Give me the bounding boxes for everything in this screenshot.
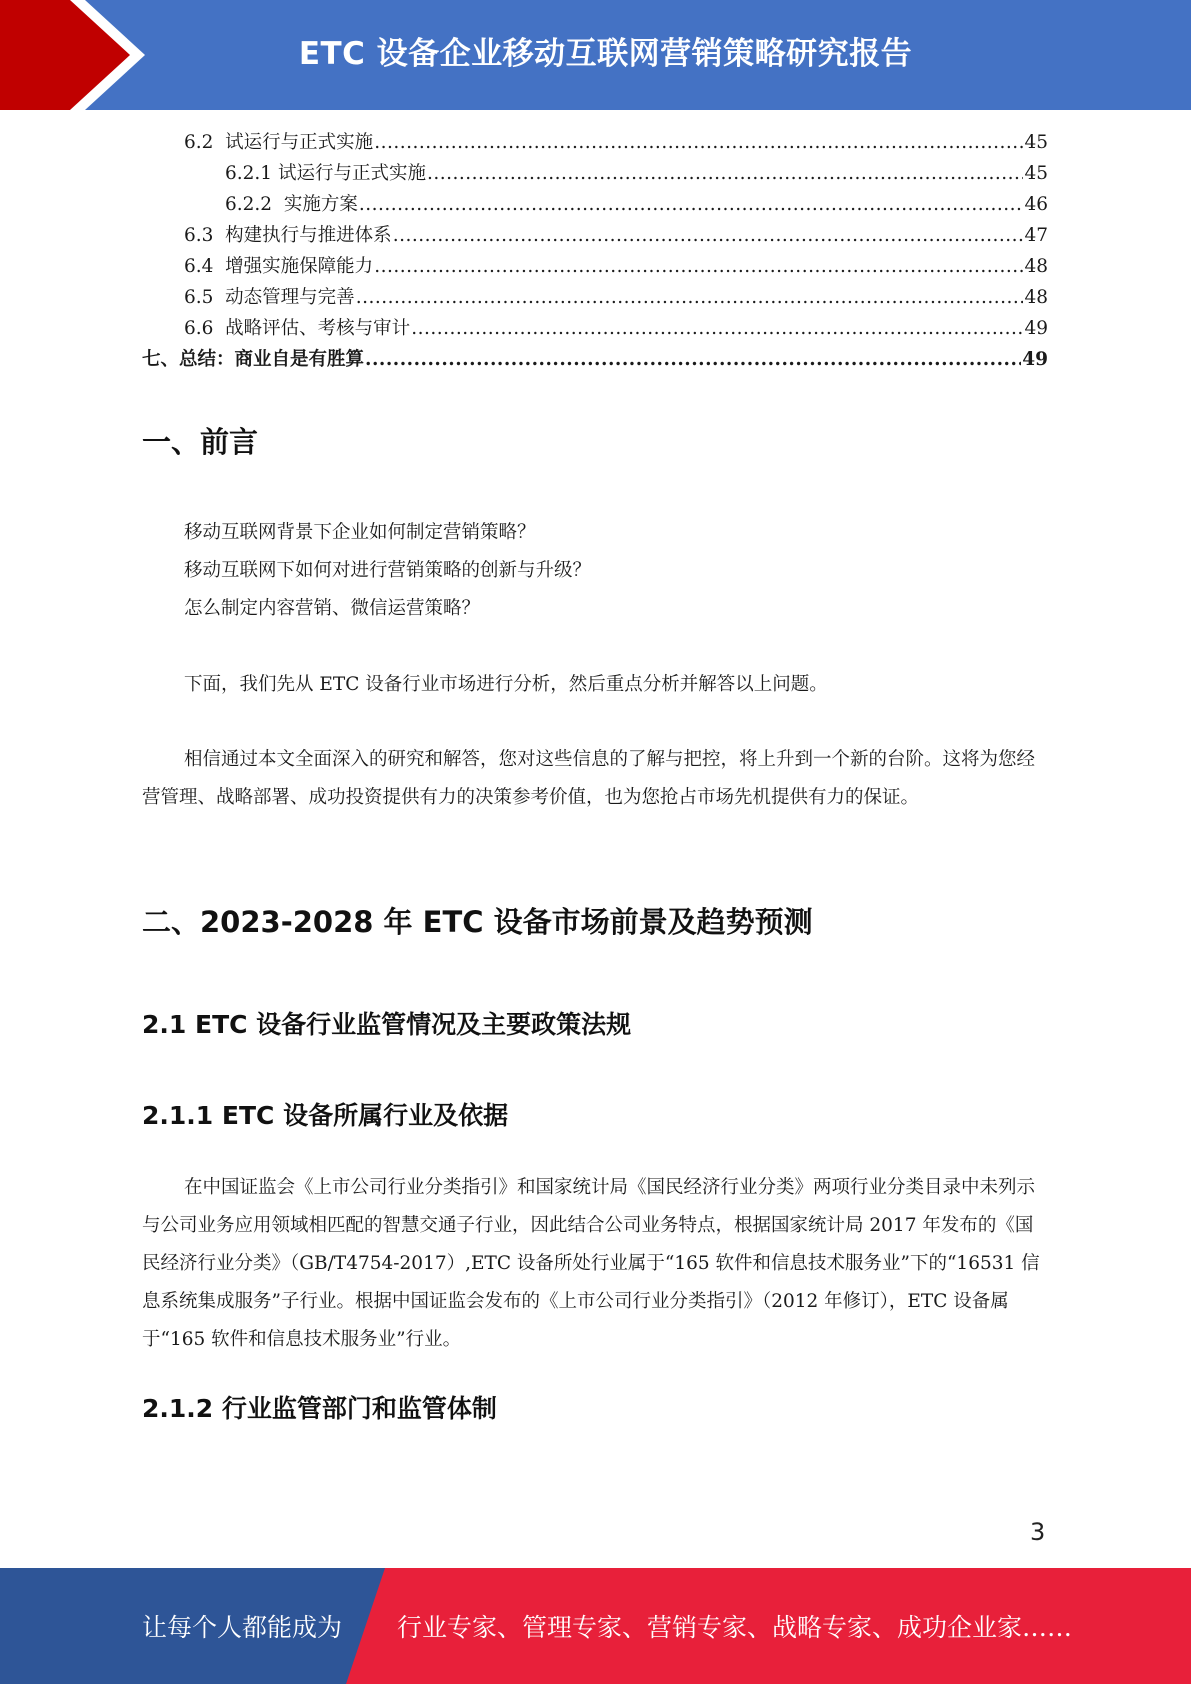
toc-entry-page: 46 (1024, 194, 1048, 215)
toc-entry-label: 6.2.2 实施方案 (225, 194, 358, 215)
toc-entry-label: 6.3 构建执行与推进体系 (184, 225, 392, 246)
section-heading: 一、前言 (142, 425, 259, 459)
toc-entry-page: 45 (1024, 132, 1048, 153)
subsection-heading: 2.1 ETC 设备行业监管情况及主要政策法规 (142, 1010, 632, 1039)
toc-entry-page: 49 (1024, 318, 1048, 339)
toc-leader-dots (393, 221, 1024, 251)
question-line: 移动互联网背景下企业如何制定营销策略？ (184, 522, 536, 543)
toc-entry-label: 6.2 试运行与正式实施 (184, 132, 374, 153)
footer-slogan-right: 行业专家、管理专家、营销专家、战略专家、成功企业家…… (397, 1613, 1073, 1642)
toc-entry[interactable] (225, 159, 1048, 189)
toc-entry[interactable] (142, 345, 1048, 375)
question-line: 怎么制定内容营销、微信运营策略？ (184, 598, 481, 619)
toc-entry-label: 6.2.1 试运行与正式实施 (225, 163, 426, 184)
toc-leader-dots (365, 345, 1021, 375)
footer-slogan-left: 让每个人都能成为 (142, 1613, 343, 1642)
toc-entry-page: 47 (1024, 225, 1048, 246)
toc-entry-page: 49 (1022, 349, 1048, 370)
report-title: ETC 设备企业移动互联网营销策略研究报告 (298, 35, 913, 72)
subsection-heading: 2.1.2 行业监管部门和监管体制 (142, 1394, 497, 1423)
toc-entry[interactable] (184, 128, 1048, 158)
section-heading: 二、2023-2028 年 ETC 设备市场前景及趋势预测 (142, 905, 813, 939)
toc-leader-dots (374, 252, 1023, 282)
toc-entry-label: 七、总结：商业自是有胜算 (142, 349, 365, 370)
toc-entry[interactable] (184, 283, 1048, 313)
question-line: 移动互联网下如何对进行营销策略的创新与升级？ (184, 560, 592, 581)
toc-entry[interactable] (184, 314, 1048, 344)
toc-entry-page: 48 (1024, 256, 1048, 277)
page-number: 3 (1030, 1518, 1046, 1546)
toc-entry-label: 6.5 动态管理与完善 (184, 287, 355, 308)
toc-entry[interactable] (184, 252, 1048, 282)
body-paragraph: 在中国证监会《上市公司行业分类指引》和国家统计局《国民经济行业分类》两项行业分类目录中未列示与公司业务应用领域相匹配的智慧交通子行业，因此结合公司业务特点，根据国家统计局 2017 年发布的《国民经济行业分类》（GB/T4754-2017）,ETC 设备所处行业属于“165 软件和信息技术服务业”下的“16531 信息系统集成服务”子行业。根据中国证监会发布的《上市公司行业分类指引》（2012 年修订），ETC 设备属于“165 软件和信息技术服务业”行业。 (142, 1177, 1040, 1350)
subsection-heading: 2.1.1 ETC 设备所属行业及依据 (142, 1101, 509, 1130)
toc-leader-dots (374, 128, 1023, 158)
page-footer (0, 1568, 1191, 1684)
toc-entry[interactable] (184, 221, 1048, 251)
page-header (0, 0, 1191, 110)
toc-leader-dots (427, 159, 1023, 189)
toc-leader-dots (411, 314, 1023, 344)
toc-entry-page: 48 (1024, 287, 1048, 308)
toc-entry-label: 6.6 战略评估、考核与审计 (184, 318, 411, 339)
toc-entry-label: 6.4 增强实施保障能力 (184, 256, 374, 277)
toc-entry-page: 45 (1024, 163, 1048, 184)
toc-entry[interactable] (225, 190, 1048, 220)
body-paragraph: 下面，我们先从 ETC 设备行业市场进行分析，然后重点分析并解答以上问题。 (184, 674, 828, 695)
toc-leader-dots (356, 283, 1024, 313)
toc-leader-dots (359, 190, 1024, 220)
body-paragraph: 相信通过本文全面深入的研究和解答，您对这些信息的了解与把控，将上升到一个新的台阶。这将为您经营管理、战略部署、成功投资提供有力的决策参考价值，也为您抢占市场先机提供有力的保证。 (142, 749, 1036, 808)
